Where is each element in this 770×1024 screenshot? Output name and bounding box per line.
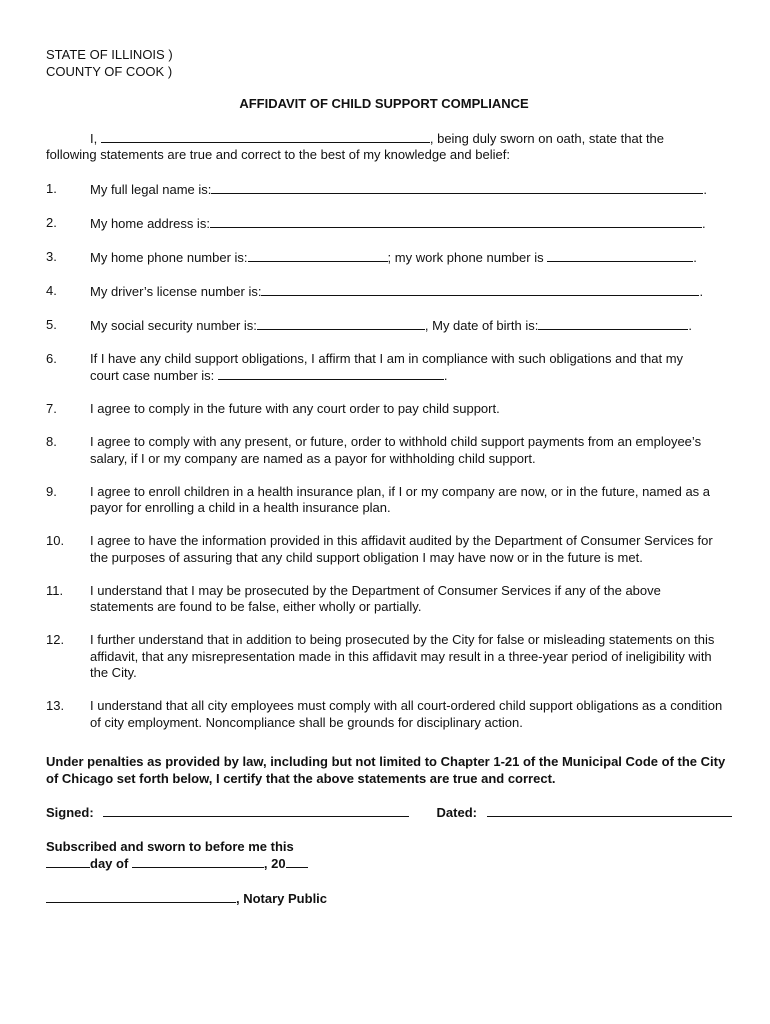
date-of-birth-field[interactable] (538, 317, 688, 330)
notary-public-label: , Notary Public (236, 890, 328, 906)
item-label: court case number is: (90, 368, 215, 383)
statement-item-3: 3. My home phone number is: ; my work phone number is . (46, 248, 697, 265)
notary-signature-field[interactable] (46, 890, 236, 903)
item-text: I understand that all city employees must comply with all court-ordered child support obligations as a condition of city employment. Noncompliance shall be grounds for disciplinary action. (90, 698, 723, 730)
item-text: If I have any child support obligations, I affirm that I am in compliance with such obligations and that my (90, 350, 684, 366)
item-text: I agree to comply with any present, or future, order to withhold child support payments from an employee’s salary, if I or my company are named as a payor for withholding child support. (90, 434, 702, 466)
notary-jurat (46, 839, 726, 873)
item-text: I understand that I may be prosecuted by the Department of Consumer Services if any of the above statements are found to be false, either wholly or partially. (90, 582, 661, 614)
affiant-name-field[interactable] (101, 130, 430, 143)
statement-item-5: 5. My social security number is: , My date of birth is: . (46, 316, 692, 333)
item-text: I agree to have the information provided in this affidavit audited by the Department of Consumer Services for the purposes of assuring that any child support obligation I may have now or in the future is met. (90, 533, 713, 565)
statement-item-7 (46, 401, 726, 418)
signed-label: Signed: (46, 805, 94, 820)
intro-suffix: , being duly sworn on oath, state that the (429, 130, 665, 146)
item-number: 8. (46, 434, 57, 449)
item-label: My home address is: (90, 215, 210, 231)
item-number: 10. (46, 533, 65, 548)
statement-item-1: 1. My full legal name is: . (46, 180, 708, 197)
venue-county: COUNTY OF COOK ) (46, 64, 173, 79)
item-number: 5. (46, 316, 57, 332)
statement-item-13 (46, 698, 726, 731)
venue-state: STATE OF ILLINOIS ) (46, 47, 173, 62)
day-of-label: day of (90, 856, 129, 871)
home-address-field[interactable] (210, 215, 702, 228)
statement-item-2: 2. My home address is: . (46, 214, 706, 231)
year-prefix: , 20 (263, 856, 286, 871)
statement-item-9 (46, 484, 726, 517)
item-label: My full legal name is: (90, 181, 212, 197)
item-text: I agree to enroll children in a health insurance plan, if I or my company are now, or in the future, named as a payor for enrolling a child in a health insurance plan. (90, 483, 711, 515)
jurat-year-field[interactable] (286, 855, 308, 868)
date-signed-field[interactable] (487, 804, 732, 817)
item-number: 2. (46, 214, 57, 230)
item-number: 9. (46, 483, 57, 499)
jurat-month-field[interactable] (132, 855, 264, 868)
affidavit-page (46, 46, 726, 907)
statement-item-10 (46, 533, 726, 566)
home-phone-field[interactable] (248, 249, 388, 262)
signature-row (46, 804, 726, 822)
court-case-number-field[interactable] (218, 367, 444, 380)
item-text: I further understand that in addition to being prosecuted by the City for false or misleading statements on this affidavit, that any misrepresentation made in this affidavit may result in a three-year period of ineligibility with the City. (90, 632, 715, 680)
jurat-day-field[interactable] (46, 855, 90, 868)
item-number: 12. (46, 632, 65, 647)
drivers-license-field[interactable] (261, 283, 699, 296)
item-number: 7. (46, 401, 57, 416)
jurat-line: Subscribed and sworn to before me this (46, 838, 294, 854)
item-number: 13. (46, 698, 65, 713)
statement-item-12 (46, 632, 726, 682)
intro-prefix: I, (90, 130, 98, 146)
statement-item-6: 6. If I have any child support obligations, I affirm that I am in compliance with such obligations and that my court case number is: . (46, 351, 726, 385)
ssn-field[interactable] (257, 317, 425, 330)
venue-block (46, 46, 726, 80)
dated-label: Dated: (436, 805, 477, 820)
item-label: My driver’s license number is: (90, 283, 262, 299)
item-number: 6. (46, 350, 57, 366)
statement-item-11 (46, 583, 726, 616)
item-text: I agree to comply in the future with any court order to pay child support. (90, 401, 500, 416)
work-phone-field[interactable] (547, 249, 693, 262)
penalty-statement: Under penalties as provided by law, including but not limited to Chapter 1-21 of the Municipal Code of the City of Chicago set forth below, I certify that the above statements are true and correct. (46, 754, 726, 786)
full-legal-name-field[interactable] (211, 181, 703, 194)
statement-item-4: 4. My driver’s license number is: . (46, 282, 704, 299)
item-label: My social security number is: (90, 317, 257, 333)
signature-field[interactable] (103, 804, 409, 817)
item-number: 4. (46, 282, 57, 298)
item-label: My home phone number is: (90, 249, 248, 265)
statement-item-8 (46, 434, 726, 467)
item-number: 1. (46, 180, 57, 196)
item-number: 3. (46, 248, 57, 264)
statement-list (46, 181, 726, 732)
document-title: AFFIDAVIT OF CHILD SUPPORT COMPLIANCE (239, 96, 529, 111)
intro-continuation: following statements are true and correct to the best of my knowledge and belief: (46, 147, 510, 162)
intro-statement (46, 130, 726, 164)
item-number: 11. (46, 582, 64, 598)
notary-signature-row (46, 890, 726, 908)
